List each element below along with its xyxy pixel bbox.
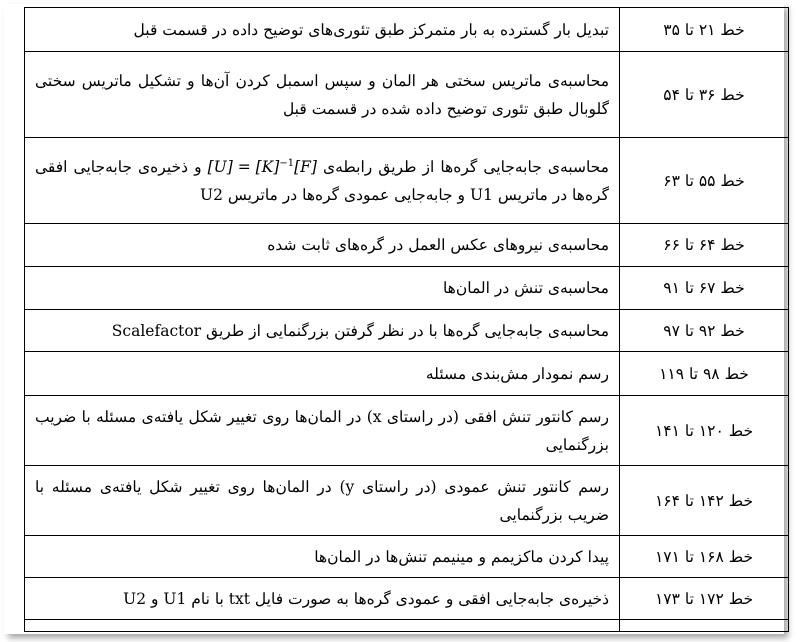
code-lines-table — [24, 7, 789, 632]
line-range: خط ۱۲۰ تا ۱۴۱ — [620, 396, 789, 466]
row-description: رسم کانتور تنش عمودی (در راستای y) در المان‌ها روی تغییر شکل یافته‌ی مسئله با ضریب بزرگنمایی — [25, 466, 620, 536]
description-before-formula: محاسبه‌ی جابه‌جایی گره‌ها از طریق رابطه‌ی — [322, 157, 609, 176]
line-range: خط ۲۱ تا ۳۵ — [620, 8, 789, 52]
table-row — [25, 8, 789, 52]
row-description: رسم نمودار مش‌بندی مسئله — [25, 352, 620, 396]
table-row — [25, 52, 789, 138]
line-range: خط ۱۷۲ تا ۱۷۳ — [620, 578, 789, 620]
row-description: محاسبه‌ی نیروهای عکس العمل در گره‌های ثابت شده — [25, 224, 620, 267]
line-range: خط ۹۸ تا ۱۱۹ — [620, 352, 789, 396]
row-description: محاسبه‌ی تنش در المان‌ها — [25, 267, 620, 310]
row-description: پیدا کردن ماکزیمم و مینیمم تنش‌ها در المان‌ها — [25, 536, 620, 578]
line-range: خط ۹۲ تا ۹۷ — [620, 310, 789, 352]
line-range: خط ۶۴ تا ۶۶ — [620, 224, 789, 267]
line-range: خط ۳۶ تا ۵۴ — [620, 52, 789, 138]
line-range: خط ۱۴۲ تا ۱۶۴ — [620, 466, 789, 536]
document-frame — [4, 4, 784, 634]
description-after-formula: و ذخیره‌ی جابه‌جایی افقی گره‌ها در ماتریس U1 و جابه‌جایی عمودی گره‌ها در ماتریس U2 — [35, 157, 609, 204]
formula-lhs: [U] = [K] — [207, 157, 280, 176]
table-row — [25, 138, 789, 224]
table-row — [25, 352, 789, 396]
row-description: رسم کانتور تنش افقی (در راستای x) در المان‌ها روی تغییر شکل یافته‌ی مسئله با ضریب بزرگنمایی — [25, 396, 620, 466]
row-description: محاسبه‌ی جابه‌جایی گره‌ها با در نظر گرفتن بزرگنمایی از طریق Scalefactor — [25, 310, 620, 352]
row-description: محاسبه‌ی ماتریس سختی هر المان و سپس اسمبل کردن آن‌ها و تشکیل ماتریس سختی گلوبال طبق تئوری توضیح داده شده در قسمت قبل — [25, 52, 620, 138]
row-description: ذخیره‌ی جابه‌جایی افقی و عمودی گره‌ها به صورت فایل txt با نام U1 و U2 — [25, 578, 620, 620]
table-row — [25, 267, 789, 310]
row-description — [25, 138, 620, 224]
table-row — [25, 578, 789, 620]
stiffness-formula — [208, 153, 317, 181]
table-row — [25, 536, 789, 578]
line-range: خط ۱۶۸ تا ۱۷۱ — [620, 536, 789, 578]
table-row — [25, 224, 789, 267]
table-row-partial — [25, 620, 789, 632]
line-range-empty — [620, 620, 789, 632]
table-row — [25, 396, 789, 466]
formula-rhs: [F] — [294, 157, 317, 176]
row-description: تبدیل بار گسترده به بار متمرکز طبق تئوری‌های توضیح داده در قسمت قبل — [25, 8, 620, 52]
line-range: خط ۶۷ تا ۹۱ — [620, 267, 789, 310]
line-range: خط ۵۵ تا ۶۳ — [620, 138, 789, 224]
table-row — [25, 310, 789, 352]
row-description-empty — [25, 620, 620, 632]
formula-exponent: −1 — [279, 157, 295, 169]
table-row — [25, 466, 789, 536]
